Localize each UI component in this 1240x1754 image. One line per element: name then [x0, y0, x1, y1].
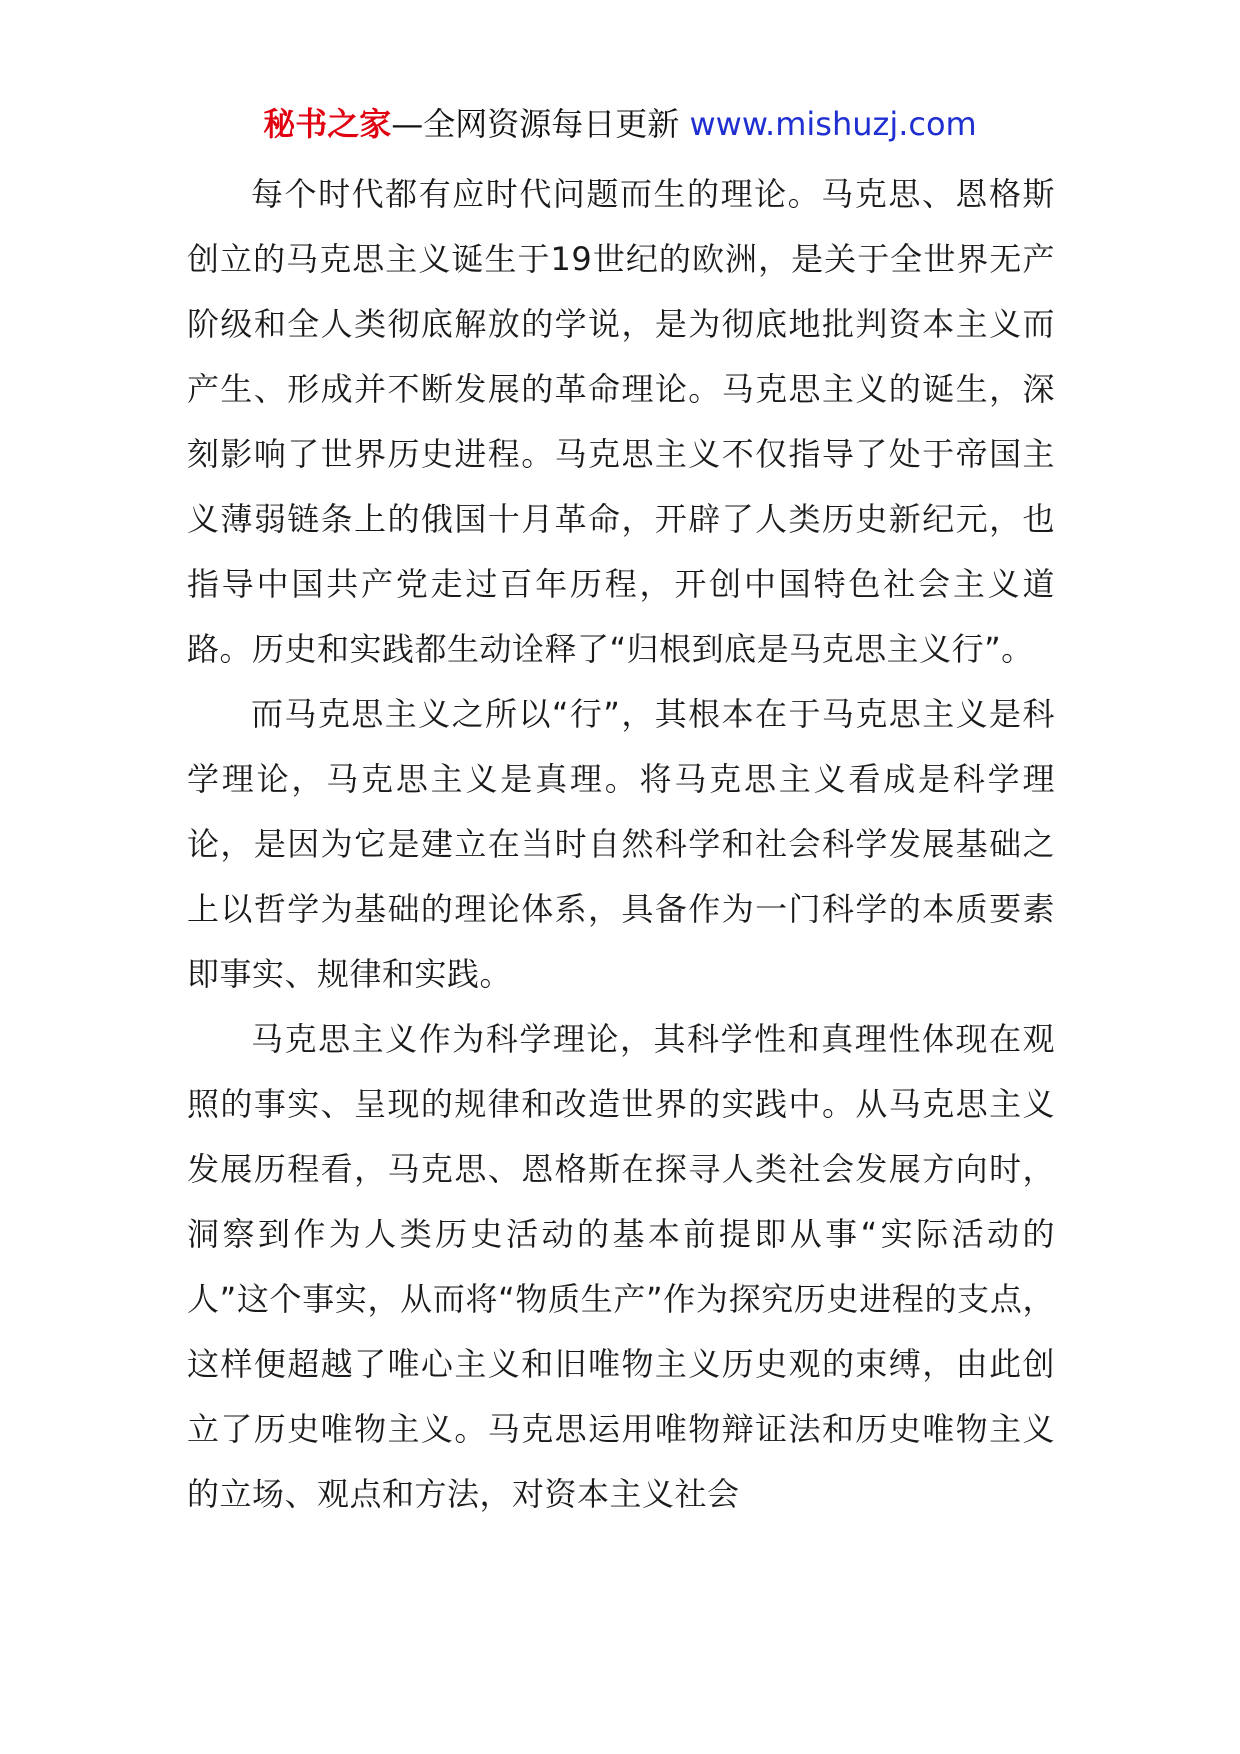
article-body: [187, 162, 1055, 1527]
header-tagline: —全网资源每日更新: [391, 105, 680, 143]
paragraph-2: 而马克思主义之所以“行”，其根本在于马克思主义是科学理论，马克思主义是真理。将马克思主义看成是科学理论，是因为它是建立在当时自然科学和社会科学发展基础之上以哲学为基础的理论体系，具备作为一门科学的本质要素即事实、规律和实践。: [187, 695, 1055, 993]
paragraph-1: 每个时代都有应时代问题而生的理论。马克思、恩格斯创立的马克思主义诞生于19世纪的欧洲，是关于全世界无产阶级和全人类彻底解放的学说，是为彻底地批判资本主义而产生、形成并不断发展的革命理论。马克思主义的诞生，深刻影响了世界历史进程。马克思主义不仅指导了处于帝国主义薄弱链条上的俄国十月革命，开辟了人类历史新纪元，也指导中国共产党走过百年历程，开创中国特色社会主义道路。历史和实践都生动诠释了“归根到底是马克思主义行”。: [187, 175, 1055, 668]
page-header: [0, 104, 1240, 144]
website-link[interactable]: www.mishuzj.com: [689, 105, 977, 143]
paragraph-3: 马克思主义作为科学理论，其科学性和真理性体现在观照的事实、呈现的规律和改造世界的实践中。从马克思主义发展历程看，马克思、恩格斯在探寻人类社会发展方向时，洞察到作为人类历史活动的基本前提即从事“实际活动的人”这个事实，从而将“物质生产”作为探究历史进程的支点，这样便超越了唯心主义和旧唯物主义历史观的束缚，由此创立了历史唯物主义。马克思运用唯物辩证法和历史唯物主义的立场、观点和方法，对资本主义社会: [187, 1020, 1055, 1513]
brand-name: 秘书之家: [263, 105, 392, 143]
